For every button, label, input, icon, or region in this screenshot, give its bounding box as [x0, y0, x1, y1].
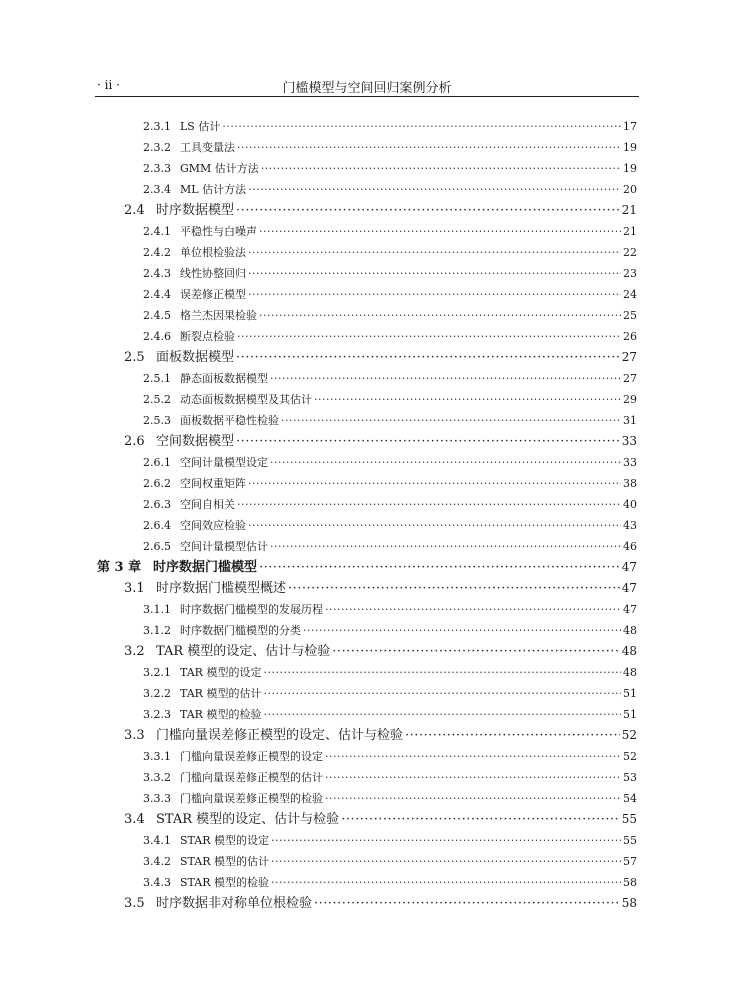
toc-entry-page: 55 — [621, 812, 637, 826]
toc-entry-number: 2.5.3 — [143, 414, 171, 427]
toc-entry-page: 48 — [623, 624, 637, 637]
toc-entry-sec[interactable] — [124, 725, 637, 746]
toc-entry-page: 27 — [621, 350, 637, 364]
dot-leader — [237, 137, 621, 158]
toc-entry-sub[interactable] — [143, 116, 637, 137]
toc-entry-title: 单位根检验法 — [180, 246, 246, 259]
toc-entry-sub[interactable] — [143, 305, 637, 326]
toc-entry-page: 25 — [623, 309, 637, 322]
dot-leader — [261, 158, 621, 179]
toc-entry-number: 2.4.6 — [143, 330, 171, 343]
toc-entry-sub[interactable] — [143, 620, 637, 641]
toc-entry-title: 断裂点检验 — [180, 330, 235, 343]
toc-entry-number: 2.5.2 — [143, 393, 171, 406]
toc-entry-sub[interactable] — [143, 830, 637, 851]
toc-entry-chap[interactable] — [97, 557, 637, 578]
dot-leader — [341, 809, 620, 830]
toc-entry-sub[interactable] — [143, 746, 637, 767]
running-header — [95, 74, 639, 97]
toc-entry-number: 2.3.2 — [143, 141, 171, 154]
toc-entry-title: LS 估计 — [180, 120, 221, 133]
toc-entry-number: 2.4.4 — [143, 288, 171, 301]
toc-entry-page: 21 — [621, 203, 637, 217]
toc-entry-page: 31 — [623, 414, 637, 427]
toc-entry-number: 2.6.3 — [143, 498, 171, 511]
toc-entry-title: GMM 估计方法 — [180, 162, 259, 175]
toc-entry-title: STAR 模型的设定、估计与检验 — [156, 812, 340, 827]
dot-leader — [248, 242, 621, 263]
toc-entry-title: TAR 模型的设定 — [180, 666, 262, 679]
dot-leader — [236, 200, 620, 221]
toc-entry-title: 空间权重矩阵 — [180, 477, 246, 490]
toc-entry-page: 33 — [623, 456, 637, 469]
dot-leader — [236, 431, 620, 452]
toc-entry-title: 空间数据模型 — [156, 434, 235, 449]
toc-entry-number: 3.1 — [124, 581, 145, 596]
dot-leader — [248, 284, 621, 305]
toc-entry-sub[interactable] — [143, 284, 637, 305]
toc-entry-page: 24 — [623, 288, 637, 301]
toc-entry-title: 时序数据门槛模型 — [153, 560, 258, 575]
toc-entry-number: 2.6 — [124, 434, 145, 449]
toc-entry-sub[interactable] — [143, 515, 637, 536]
toc-entry-title: STAR 模型的设定 — [180, 834, 269, 847]
dot-leader — [263, 704, 621, 725]
dot-leader — [237, 326, 621, 347]
toc-entry-sub[interactable] — [143, 263, 637, 284]
toc-entry-sec[interactable] — [124, 347, 637, 368]
toc-entry-number: 2.6.1 — [143, 456, 171, 469]
dot-leader — [259, 305, 621, 326]
dot-leader — [332, 641, 619, 662]
toc-entry-number: 3.3 — [124, 728, 145, 743]
dot-leader — [248, 473, 621, 494]
toc-entry-sec[interactable] — [124, 893, 637, 914]
toc-entry-page: 26 — [623, 330, 637, 343]
toc-entry-number: 3.4 — [124, 812, 145, 827]
toc-entry-sub[interactable] — [143, 767, 637, 788]
toc-entry-page: 52 — [621, 728, 637, 742]
toc-entry-title: 门槛向量误差修正模型的设定、估计与检验 — [156, 728, 404, 743]
toc-entry-number: 3.4.2 — [143, 855, 171, 868]
toc-entry-sub[interactable] — [143, 452, 637, 473]
toc-entry-page: 58 — [621, 896, 637, 910]
dot-leader — [271, 872, 621, 893]
dot-leader — [325, 599, 621, 620]
toc-entry-number: 3.3.1 — [143, 750, 171, 763]
dot-leader — [270, 536, 621, 557]
toc-entry-title: 静态面板数据模型 — [180, 372, 268, 385]
toc-entry-title: 时序数据模型 — [156, 203, 235, 218]
toc-entry-number: 2.3.3 — [143, 162, 171, 175]
toc-entry-title: TAR 模型的检验 — [180, 708, 262, 721]
toc-entry-sub[interactable] — [143, 179, 637, 200]
toc-entry-title: 格兰杰因果检验 — [180, 309, 257, 322]
toc-entry-sub[interactable] — [143, 704, 637, 725]
toc-entry-number: 3.2 — [124, 644, 145, 659]
toc-entry-sub[interactable] — [143, 389, 637, 410]
toc-entry-sec[interactable] — [124, 641, 637, 662]
toc-entry-sub[interactable] — [143, 683, 637, 704]
toc-entry-sub[interactable] — [143, 662, 637, 683]
toc-entry-page: 55 — [623, 834, 637, 847]
toc-entry-sub[interactable] — [143, 536, 637, 557]
dot-leader — [263, 683, 621, 704]
toc-entry-sub[interactable] — [143, 221, 637, 242]
toc-entry-number: 3.2.2 — [143, 687, 171, 700]
toc-entry-title: 门槛向量误差修正模型的检验 — [180, 792, 323, 805]
toc-entry-title: TAR 模型的估计 — [180, 687, 262, 700]
dot-leader — [248, 179, 621, 200]
dot-leader — [237, 494, 621, 515]
toc-entry-title: 动态面板数据模型及其估计 — [180, 393, 312, 406]
toc-entry-number: 3.2.3 — [143, 708, 171, 721]
toc-entry-sub[interactable] — [143, 410, 637, 431]
toc-entry-number: 3.3.2 — [143, 771, 171, 784]
toc-entry-sub[interactable] — [143, 326, 637, 347]
toc-entry-title: 空间自相关 — [180, 498, 235, 511]
toc-entry-number: 2.6.2 — [143, 477, 171, 490]
dot-leader — [325, 746, 621, 767]
dot-leader — [314, 893, 620, 914]
toc-entry-sec[interactable] — [124, 200, 637, 221]
toc-entry-page: 29 — [623, 393, 637, 406]
toc-entry-sub[interactable] — [143, 872, 637, 893]
toc-entry-page: 47 — [621, 581, 637, 595]
toc-entry-title: 时序数据门槛模型概述 — [156, 581, 287, 596]
dot-leader — [281, 410, 621, 431]
toc-entry-sec[interactable] — [124, 578, 637, 599]
dot-leader — [271, 851, 621, 872]
toc-entry-number: 3.3.3 — [143, 792, 171, 805]
dot-leader — [259, 557, 620, 578]
toc-entry-number: 3.4.3 — [143, 876, 171, 889]
toc-entry-title: 空间计量模型估计 — [180, 540, 268, 553]
toc-entry-number: 2.6.5 — [143, 540, 171, 553]
dot-leader — [270, 452, 621, 473]
dot-leader — [288, 578, 620, 599]
toc-entry-page: 17 — [623, 120, 637, 133]
toc-entry-page: 27 — [623, 372, 637, 385]
toc-entry-number: 3.1.1 — [143, 603, 171, 616]
toc-entry-page: 51 — [623, 687, 637, 700]
toc-entry-sec[interactable] — [124, 809, 637, 830]
toc-entry-page: 47 — [623, 603, 637, 616]
toc-entry-page: 19 — [623, 141, 637, 154]
page-number: · ii · — [97, 78, 120, 92]
dot-leader — [263, 662, 621, 683]
toc-entry-page: 46 — [623, 540, 637, 553]
toc-entry-sec[interactable] — [124, 431, 637, 452]
toc-entry-page: 19 — [623, 162, 637, 175]
toc-entry-page: 58 — [623, 876, 637, 889]
toc-entry-sub[interactable] — [143, 473, 637, 494]
dot-leader — [222, 116, 621, 137]
toc-entry-number: 2.4.3 — [143, 267, 171, 280]
toc-entry-title: 门槛向量误差修正模型的估计 — [180, 771, 323, 784]
toc-entry-page: 53 — [623, 771, 637, 784]
toc-entry-page: 47 — [621, 560, 637, 574]
toc-entry-sub[interactable] — [143, 242, 637, 263]
toc-entry-number: 3.2.1 — [143, 666, 171, 679]
toc-entry-page: 57 — [623, 855, 637, 868]
toc-entry-title: STAR 模型的检验 — [180, 876, 269, 889]
toc-entry-number: 2.4 — [124, 203, 145, 218]
toc-entry-number: 2.3.4 — [143, 183, 171, 196]
toc-entry-sub[interactable] — [143, 599, 637, 620]
toc-entry-page: 48 — [623, 666, 637, 679]
toc-entry-page: 40 — [623, 498, 637, 511]
toc-entry-sub[interactable] — [143, 137, 637, 158]
toc-entry-page: 48 — [621, 644, 637, 658]
toc-entry-number: 2.4.2 — [143, 246, 171, 259]
book-title: 门槛模型与空间回归案例分析 — [282, 81, 452, 96]
toc-entry-title: 空间计量模型设定 — [180, 456, 268, 469]
toc-entry-title: 工具变量法 — [180, 141, 235, 154]
dot-leader — [236, 347, 620, 368]
toc-entry-page: 38 — [623, 477, 637, 490]
dot-leader — [271, 830, 621, 851]
dot-leader — [325, 767, 621, 788]
toc-entry-number: 2.5 — [124, 350, 145, 365]
dot-leader — [248, 515, 621, 536]
toc-entry-title: ML 估计方法 — [180, 183, 247, 196]
dot-leader — [303, 620, 621, 641]
toc-entry-title: STAR 模型的估计 — [180, 855, 269, 868]
toc-entry-sub[interactable] — [143, 788, 637, 809]
toc-entry-page: 43 — [623, 519, 637, 532]
toc-entry-page: 54 — [623, 792, 637, 805]
dot-leader — [270, 368, 621, 389]
toc-entry-page: 51 — [623, 708, 637, 721]
toc-entry-title: 空间效应检验 — [180, 519, 246, 532]
toc-entry-title: 时序数据门槛模型的发展历程 — [180, 603, 323, 616]
toc-entry-page: 20 — [623, 183, 637, 196]
toc-entry-number: 第 3 章 — [97, 560, 142, 575]
toc-entry-number: 2.4.1 — [143, 225, 171, 238]
toc-entry-page: 23 — [623, 267, 637, 280]
toc-entry-title: 面板数据模型 — [156, 350, 235, 365]
dot-leader — [314, 389, 621, 410]
toc-entry-number: 2.4.5 — [143, 309, 171, 322]
toc-entry-title: 时序数据非对称单位根检验 — [156, 896, 313, 911]
toc-entry-number: 2.3.1 — [143, 120, 171, 133]
toc-entry-page: 33 — [621, 434, 637, 448]
toc-entry-number: 2.5.1 — [143, 372, 171, 385]
toc-entry-number: 3.4.1 — [143, 834, 171, 847]
toc-entry-number: 2.6.4 — [143, 519, 171, 532]
toc-entry-title: 平稳性与白噪声 — [180, 225, 257, 238]
toc-entry-page: 22 — [623, 246, 637, 259]
toc-entry-sub[interactable] — [143, 851, 637, 872]
toc-entry-sub[interactable] — [143, 368, 637, 389]
dot-leader — [325, 788, 621, 809]
dot-leader — [248, 263, 621, 284]
toc-entry-title: 误差修正模型 — [180, 288, 246, 301]
toc-entry-title: 面板数据平稳性检验 — [180, 414, 279, 427]
toc-entry-number: 3.1.2 — [143, 624, 171, 637]
toc-entry-page: 21 — [623, 225, 637, 238]
toc-entry-sub[interactable] — [143, 158, 637, 179]
toc-entry-title: TAR 模型的设定、估计与检验 — [156, 644, 331, 659]
toc-entry-title: 线性协整回归 — [180, 267, 246, 280]
toc-entry-page: 52 — [623, 750, 637, 763]
toc-entry-sub[interactable] — [143, 494, 637, 515]
toc-entry-title: 门槛向量误差修正模型的设定 — [180, 750, 323, 763]
dot-leader — [259, 221, 621, 242]
dot-leader — [405, 725, 620, 746]
toc-entry-number: 3.5 — [124, 896, 145, 911]
toc-entry-title: 时序数据门槛模型的分类 — [180, 624, 301, 637]
